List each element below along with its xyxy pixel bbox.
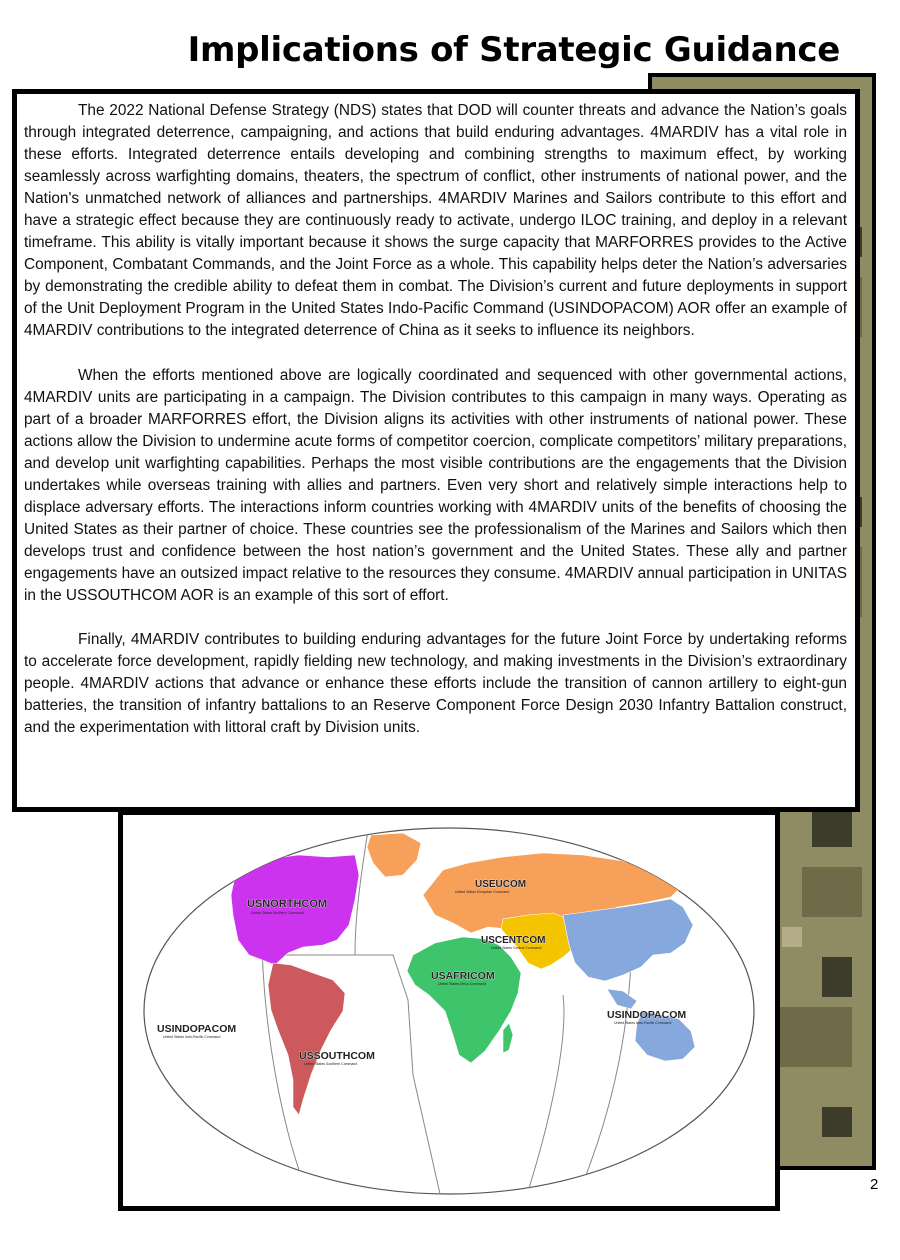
label-usindopacom-east: USINDOPACOM [607, 1009, 687, 1021]
label-usnorthcom: USNORTHCOM [247, 898, 328, 910]
label-usindopacom-east-sub: United States Indo-Pacific Command [614, 1021, 672, 1025]
world-map-graphic [123, 815, 775, 1206]
label-usnorthcom-sub: United States Northern Command [251, 911, 304, 915]
label-ussouthcom-sub: United States Southern Command [304, 1062, 358, 1066]
label-usindopacom-west: USINDOPACOM [157, 1023, 237, 1035]
label-uscentcom: USCENTCOM [481, 935, 546, 946]
label-usafricom-sub: United States Africa Command [438, 982, 486, 986]
label-useucom-sub: United States European Command [455, 890, 510, 894]
paragraph-campaigning: When the efforts mentioned above are logically coordinated and sequenced with other governmental actions, 4MARDIV units are participating in a campaign. The Division contributes to this campaign in many ways. Operating as part of a broader MARFORRES effort, the Division aligns its activities with other instruments of national power. These actions allow the Division to undermine acute forms of competitor coercion, complicate competitors’ military preparations, and develop unit warfighting capabilities. Perhaps the most visible contributions are the engagements that the Division undertakes while overseas training with allies and partners. Even very short and relatively simple interactions help to displace adversary efforts. The interactions inform countries working with 4MARDIV units of the benefits of choosing the United States as their partner of choice. These countries see the professionalism of the Marines and Sailors which then develops trust and confidence between the host nation’s government and the United States. These ally and partner engagements have an outsized impact relative to the resources they consume. 4MARDIV annual participation in UNITAS in the USSOUTHCOM AOR is an example of this sort of effort. [24, 366, 847, 604]
label-useucom: USEUCOM [475, 879, 527, 890]
paragraph-enduring-advantages: Finally, 4MARDIV contributes to building enduring advantages for the future Joint Force by undertaking reforms to accelerate force development, rapidly fielding new technology, and making investments in the Division’s extraordinary people. 4MARDIV actions that advance or enhance these efforts include the transition of cannon artillery to eight-gun batteries, the transition of infantry battalions to an Reserve Component Force Design 2030 Infantry Battalion construct, and the experimentation with littoral craft by Division units. [24, 631, 847, 737]
label-uscentcom-sub: United States Central Command [491, 946, 542, 950]
label-usindopacom-west-sub: United States Indo-Pacific Command [163, 1035, 221, 1039]
paragraph-integrated-deterrence: The 2022 National Defense Strategy (NDS) states that DOD will counter threats and advance the Nation’s goals through integrated deterrence, campaigning, and actions that build enduring advantages. 4MARDIV has a vital role in these efforts. Integrated deterrence entails developing and combining strengths to maximum effect, by working seamlessly across warfighting domains, theaters, the spectrum of conflict, other instruments of national power, and the Nation's unmatched network of alliances and partnerships. 4MARDIV Marines and Sailors contribute to this effort and have a strategic effect because they are continuously ready to activate, undergo ILOC training, and deploy in a relevant timeframe. This ability is vitally important because it shows the surge capacity that MARFORRES provides to the Active Component, Combatant Commands, and the Joint Force as a whole. This capability helps deter the Nation’s adversaries by demonstrating the credible ability to defeat them in combat. The Division’s current and future deployments in support of the Unit Deployment Program in the United States Indo-Pacific Command (USINDOPACOM) AOR offer an example of 4MARDIV contributions to the integrated deterrence of China as it seeks to influence its neighbors. [24, 102, 847, 340]
body-text-box [12, 89, 860, 812]
page-title: Implications of Strategic Guidance [187, 30, 840, 70]
label-usafricom: USAFRICOM [431, 970, 495, 982]
page-number: 2 [870, 1176, 879, 1193]
label-ussouthcom: USSOUTHCOM [299, 1050, 375, 1062]
combatant-commands-map [118, 810, 780, 1211]
